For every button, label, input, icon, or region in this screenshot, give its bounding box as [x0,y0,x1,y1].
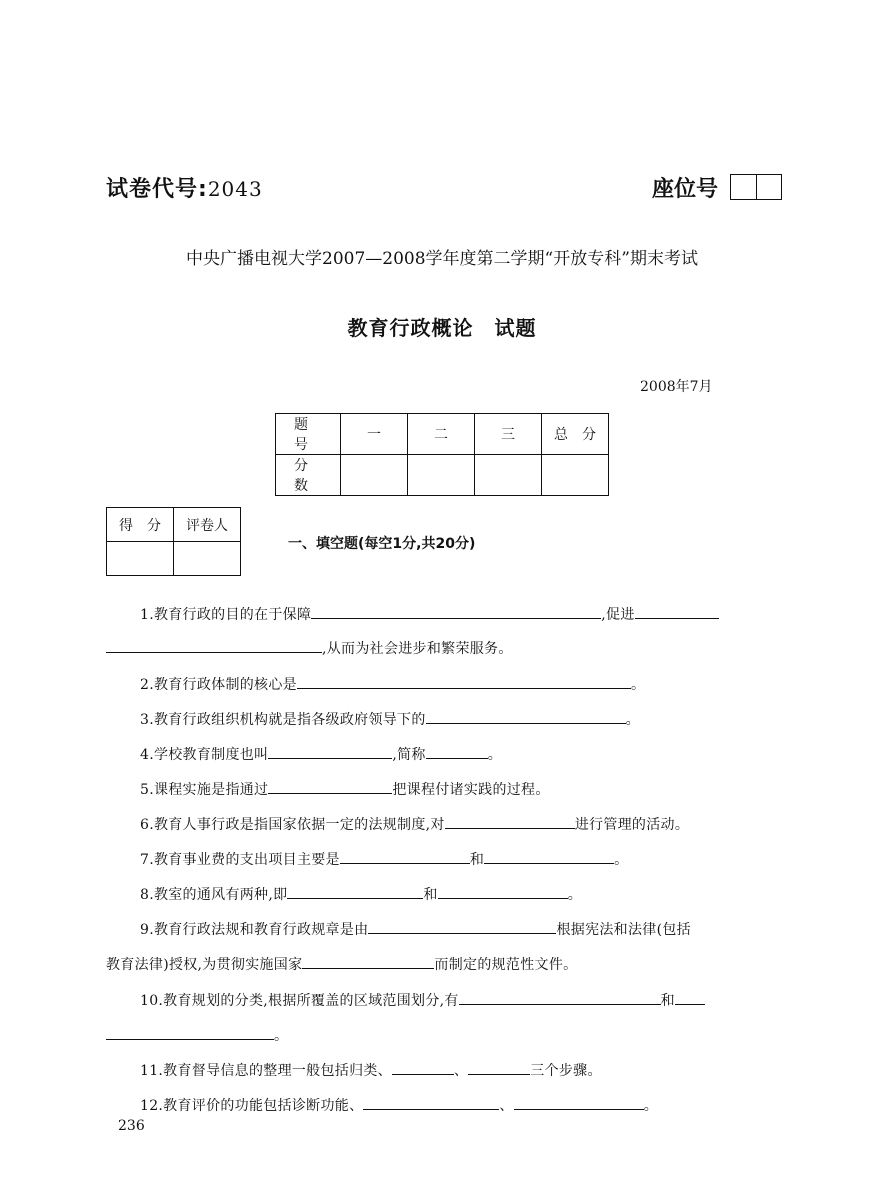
question-text: 8.教室的通风有两种,即 [140,887,288,903]
exam-header: 中央广播电视大学2007—2008学年度第二学期“开放专科”期末考试 [186,249,698,269]
question-text: 1.教育行政的目的在于保障 [140,607,312,623]
question-7 [140,849,628,869]
score-table [275,413,609,496]
question-text: 12.教育评价的功能包括诊断功能、 [140,1098,364,1114]
score-table-score-row [276,455,609,496]
answer-blank[interactable] [675,991,705,1005]
answer-blank[interactable] [340,850,470,864]
question-8 [140,884,582,904]
answer-blank[interactable] [438,885,568,899]
answer-blank[interactable] [297,675,631,689]
score-entry-cell[interactable] [475,455,542,496]
answer-blank[interactable] [106,1026,274,1040]
answer-blank[interactable] [514,1096,644,1110]
seat-number-boxes[interactable] [730,174,782,200]
exam-date: 2008年7月 [640,379,713,395]
question-text: 。 [630,677,646,693]
question-text: 和 [660,993,675,1009]
exam-code [106,172,263,203]
grader-table [106,507,241,576]
seat-number-box[interactable] [731,175,757,199]
seat-number-box[interactable] [757,175,782,199]
score-table-cell: 分 数 [276,455,341,496]
question-9 [140,919,691,939]
answer-blank[interactable] [426,710,626,724]
question-10 [140,990,705,1010]
score-table-cell: 总 分 [542,414,609,455]
seat-number-label: 座位号 [652,177,719,202]
answer-blank[interactable] [392,1061,454,1075]
question-4 [140,744,502,764]
exam-title: 教育行政概论 试题 [347,316,537,340]
page-number: 236 [118,1118,145,1134]
score-entry-cell[interactable] [341,455,408,496]
question-text: 和 [423,887,438,903]
answer-blank[interactable] [426,745,488,759]
question-3 [140,709,640,729]
question-6 [140,814,689,834]
question-10-continued [106,1025,288,1045]
answer-blank[interactable] [106,639,322,653]
question-text: 而制定的规范性文件。 [434,957,578,973]
question-text: 。 [567,887,583,903]
question-text: 5.课程实施是指通过 [140,782,269,798]
question-text: 教育法律)授权,为贯彻实施国家 [106,957,303,973]
answer-blank[interactable] [268,745,392,759]
answer-blank[interactable] [459,991,661,1005]
question-text: 6.教育人事行政是指国家依据一定的法规制度,对 [140,817,445,833]
question-1 [140,604,719,624]
answer-blank[interactable] [311,605,601,619]
question-text: 。 [643,1098,658,1114]
question-text: 把课程付诸实践的过程。 [392,782,550,798]
question-text: 三个步骤。 [530,1063,602,1079]
question-text: 3.教育行政组织机构就是指各级政府领导下的 [140,712,426,728]
question-text: 。 [625,712,640,728]
question-text: ,简称 [392,747,426,763]
question-11 [140,1060,602,1080]
grader-table-cell: 评卷人 [174,508,241,542]
score-table-header-row [276,414,609,455]
answer-blank[interactable] [268,780,392,794]
question-2 [140,674,645,694]
answer-blank[interactable] [445,815,575,829]
answer-blank[interactable] [287,885,423,899]
question-text: 7.教育事业费的支出项目主要是 [140,852,340,868]
question-text: 11.教育督导信息的整理一般包括归类、 [140,1063,392,1079]
grader-entry-cell[interactable] [174,542,241,576]
grader-table-header-row [107,508,241,542]
question-text: 。 [487,747,503,763]
question-text: 。 [274,1028,289,1044]
question-text: 4.学校教育制度也叫 [140,747,269,763]
question-text: 9.教育行政法规和教育行政规章是由 [140,922,369,938]
question-9-continued [106,954,577,974]
score-table-cell: 三 [475,414,542,455]
grader-entry-cell[interactable] [107,542,174,576]
question-text: ,从而为社会进步和繁荣服务。 [322,641,513,657]
answer-blank[interactable] [468,1061,530,1075]
question-text: 2.教育行政体制的核心是 [140,677,297,693]
exam-code-value: 2043 [207,177,263,201]
answer-blank[interactable] [368,920,556,934]
question-text: 。 [614,852,629,868]
question-text: 、 [453,1063,469,1079]
answer-blank[interactable] [363,1096,499,1110]
section-title: 一、填空题(每空1分,共20分) [288,536,476,552]
question-1-continued [106,638,513,658]
question-text: 进行管理的活动。 [574,817,690,833]
answer-blank[interactable] [302,955,434,969]
grader-table-entry-row [107,542,241,576]
exam-code-label: 试卷代号: [106,177,208,202]
question-text: ,促进 [601,607,635,623]
grader-table-cell: 得 分 [107,508,174,542]
question-text: 根据宪法和法律(包括 [556,922,691,938]
score-table-cell: 二 [408,414,475,455]
score-entry-cell[interactable] [408,455,475,496]
question-text: 10.教育规划的分类,根据所覆盖的区域范围划分,有 [140,993,459,1009]
question-12 [140,1095,658,1115]
score-table-cell: 题 号 [276,414,341,455]
answer-blank[interactable] [484,850,614,864]
score-entry-cell[interactable] [542,455,609,496]
question-text: 、 [499,1098,514,1114]
question-text: 和 [469,852,485,868]
score-table-cell: 一 [341,414,408,455]
question-5 [140,779,550,799]
answer-blank[interactable] [635,605,719,619]
